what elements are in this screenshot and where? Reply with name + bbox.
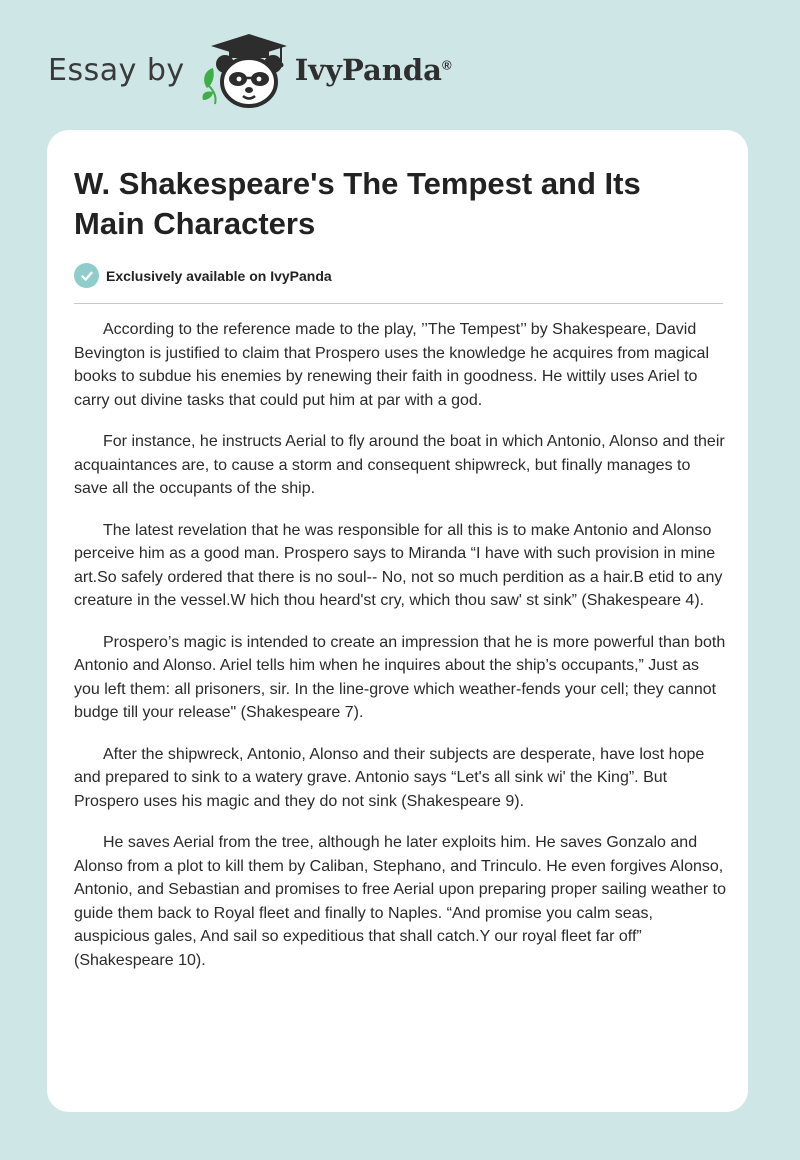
paragraph: For instance, he instructs Aerial to fly around the boat in which Antonio, Alonso and their acquaintances are, to cause a storm and consequent shipwreck, but finally manages to save all the occupants of the ship. bbox=[74, 433, 725, 497]
brand-label: IvyPanda bbox=[294, 53, 442, 87]
exclusive-badge bbox=[74, 263, 332, 288]
brand-name bbox=[295, 53, 452, 87]
panda-graduate-icon[interactable] bbox=[199, 30, 291, 110]
site-header bbox=[48, 30, 452, 110]
paragraph: Prospero’s magic is intended to create an impression that he is more powerful than both Antonio and Alonso. Ariel tells him when he inquires about the ship’s occupants,” Just as you left them: all prisoners, sir. In the line-grove which weather-fends your cell; they cannot budge till your release" (Shakespeare 7). bbox=[74, 633, 726, 721]
paragraph: According to the reference made to the play, ’’The Tempest’’ by Shakespeare, David Bevington is justified to claim that Prospero uses the knowledge he acquires from magical books to subdue his enemies by renewing their faith in goodness. He wittily uses Ariel to carry out divine tasks that could put him at par with a god. bbox=[74, 321, 709, 409]
check-icon bbox=[74, 263, 99, 288]
essay-body bbox=[74, 318, 726, 990]
essay-by-label: Essay by bbox=[48, 52, 185, 88]
paragraph: After the shipwreck, Antonio, Alonso and their subjects are desperate, have lost hope and prepared to sink to a watery grave. Antonio says “Let's all sink wi' the King”. But Prospero uses his magic and they do not sink (Shakespeare 9). bbox=[74, 745, 705, 810]
paragraph: The latest revelation that he was responsible for all this is to make Antonio and Alonso perceive him as a good man. Prospero says to Miranda “I have with such provision in mine art.So safely ordered that there is no soul-- No, not so much perdition as a hair.B etid to any creature in the vessel.W hich thou heard'st cry, which thou saw' st sink” (Shakespeare 4). bbox=[74, 521, 723, 609]
essay-card bbox=[47, 130, 748, 1112]
registered-mark: ® bbox=[441, 57, 452, 73]
paragraph: He saves Aerial from the tree, although he later exploits him. He saves Gonzalo and Alonso from a plot to kill them by Caliban, Stephano, and Trinculo. He even forgives Alonso, Antonio, and Sebastian and promises to free Aerial upon preparing proper sailing weather to guide them back to Royal fleet and finally to Naples. “And promise you calm seas, auspicious gales, And sail so expeditious that shall catch.Y our royal fleet far off” (Shakespeare 10). bbox=[74, 834, 726, 969]
essay-title: W. Shakespeare's The Tempest and Its Main Characters bbox=[74, 166, 641, 241]
divider bbox=[74, 303, 723, 304]
exclusive-label: Exclusively available on IvyPanda bbox=[106, 267, 332, 284]
